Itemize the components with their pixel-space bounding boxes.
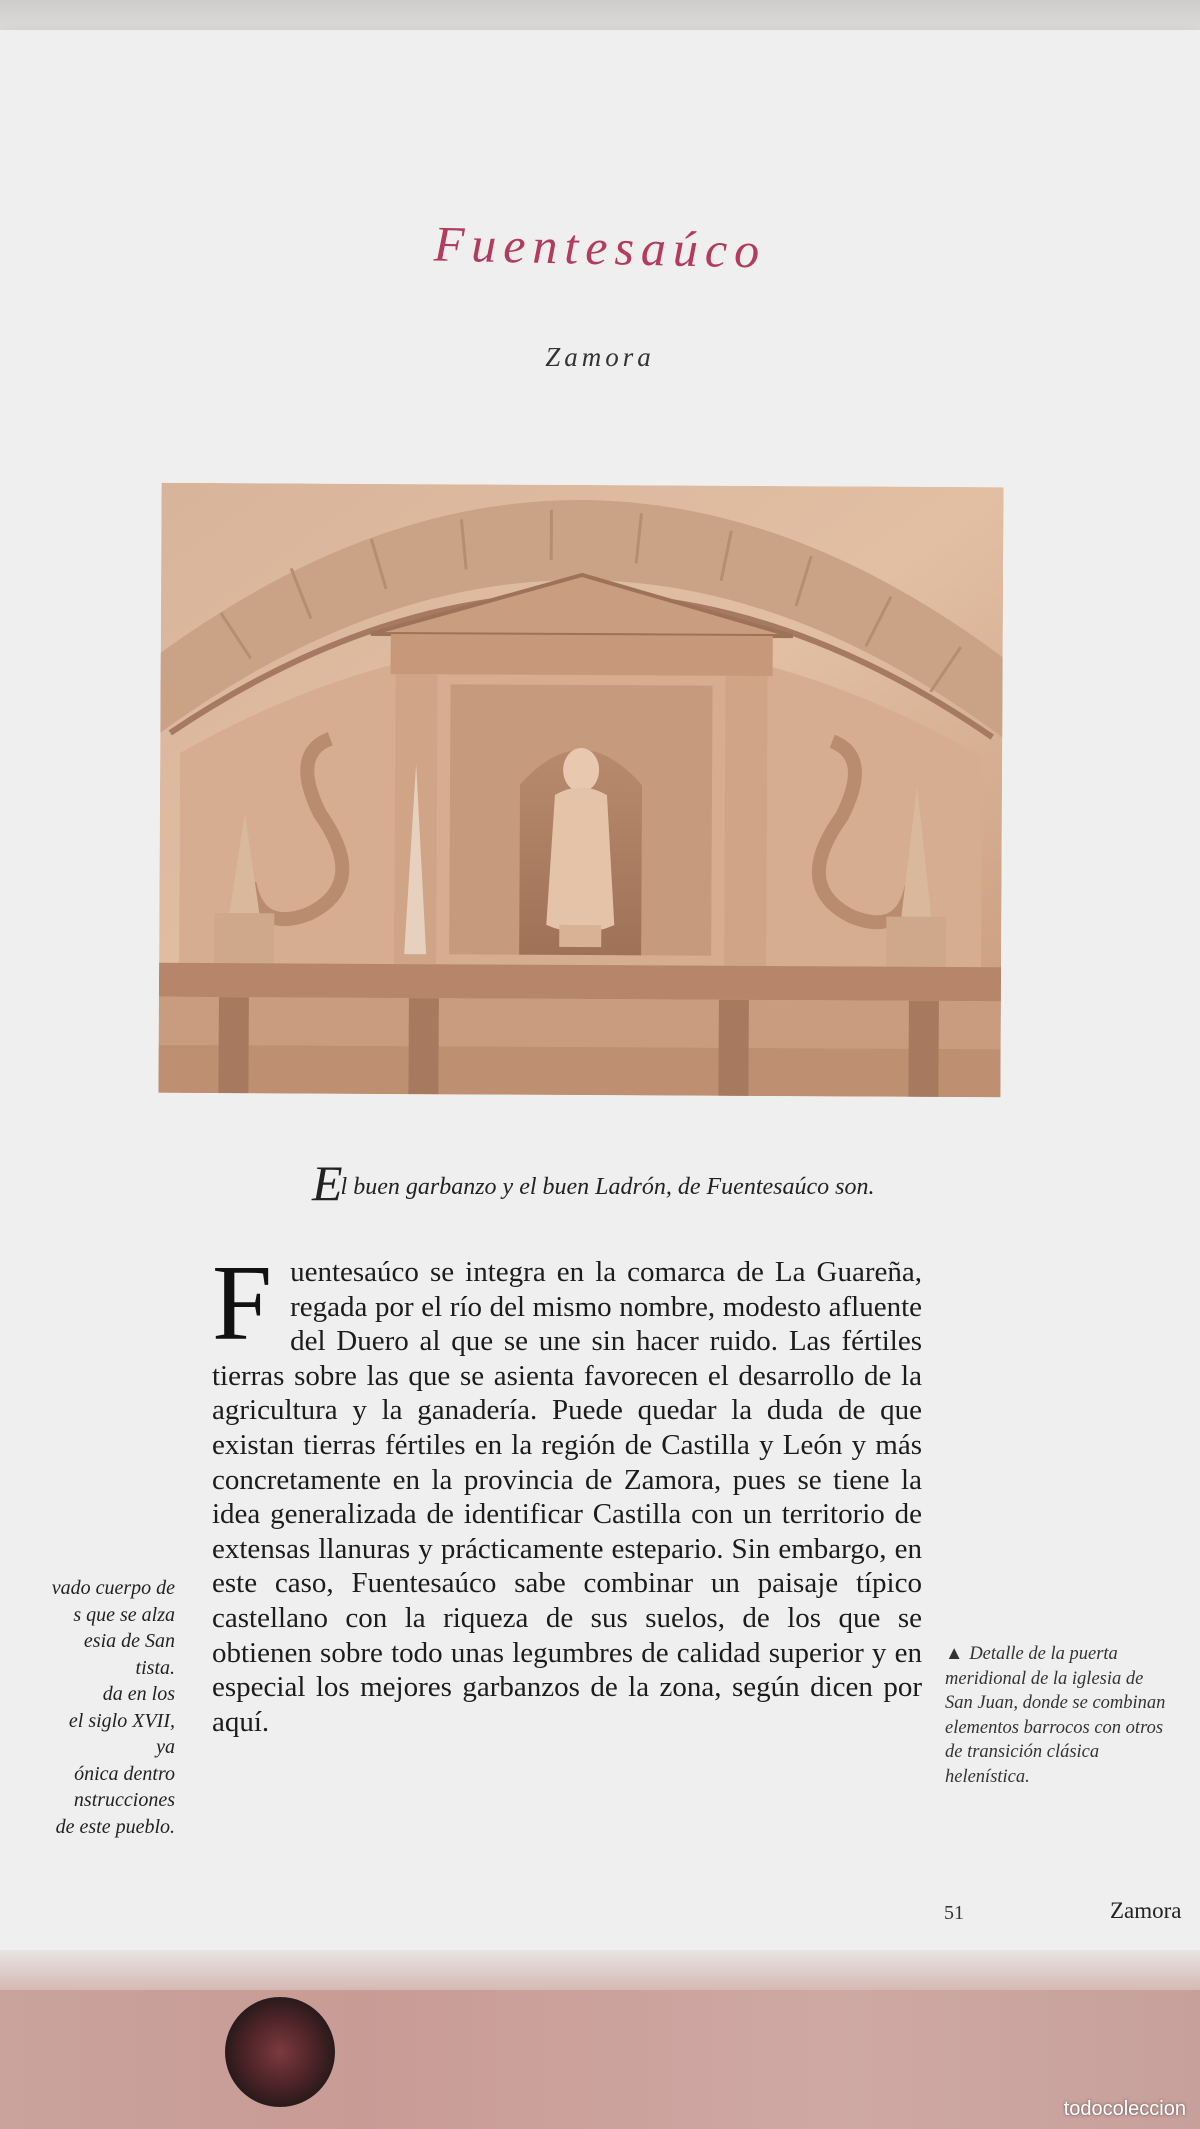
left-note-line: vado cuerpo de [51,1577,175,1599]
watermark: todocoleccion [1063,2098,1186,2120]
left-note-line: s que se alza [73,1603,175,1626]
drop-cap: F [212,1244,273,1363]
left-note-line: el siglo XVII, [68,1709,175,1732]
left-note-line: da en los [102,1683,175,1705]
article-body [212,1244,922,1739]
left-note-line: ya [156,1736,175,1758]
ring-object [225,1997,335,2107]
arrow-up-icon: ▲ [945,1644,964,1664]
left-note-line: esia de San [83,1630,175,1652]
page-edge [0,1950,1200,1990]
church-portal-photo [158,483,1003,1097]
right-note-text: Detalle de la puerta meridional de la iglesia de San Juan, donde se combinan elementos barrocos con otros de transición clásica helenística. [945,1644,1166,1787]
page-subtitle: Zamora [545,342,655,372]
right-side-note [945,1642,1175,1789]
caption-initial: E [312,1155,343,1211]
page-title: Fuentesaúco [433,215,767,279]
book-page [0,30,1200,1950]
article-text: uentesaúco se integra en la comarca de La Guareña, regada por el río del mismo nombre, modesto afluente del Duero al que se une sin hacer ruido. Las fértiles tierras sobre las que se asienta favorecen el desarrollo de la agricultura y la ganadería. Puede quedar la duda de que existan tierras fértiles en la región de Castilla y León y más concretamente en la provincia de Zamora, pues se tiene la idea generalizada de identificar Castilla con un territorio de extensas llanuras y prácticamente estepario. Sin embargo, en este caso, Fuentesaúco sabe combinar un paisaje típico castellano con la riqueza de sus suelos, de los que se obtienen sobre todo unas legumbres de calidad superior y en especial los mejores garbanzos de la zona, según dicen por aquí. [212,1256,922,1738]
caption-text: l buen garbanzo y el buen Ladrón, de Fuentesaúco son. [340,1174,875,1200]
left-note-line: de este pueblo. [55,1815,175,1838]
quote-caption [312,1155,875,1211]
left-side-note [0,1575,175,1840]
left-note-line: ónica dentro [74,1762,175,1785]
left-note-line: tista. [135,1656,175,1679]
left-note-line: nstrucciones [73,1789,175,1811]
page-number: 51 [944,1902,964,1924]
next-page-strip [0,1990,1200,2129]
section-name: Zamora [1110,1898,1182,1923]
